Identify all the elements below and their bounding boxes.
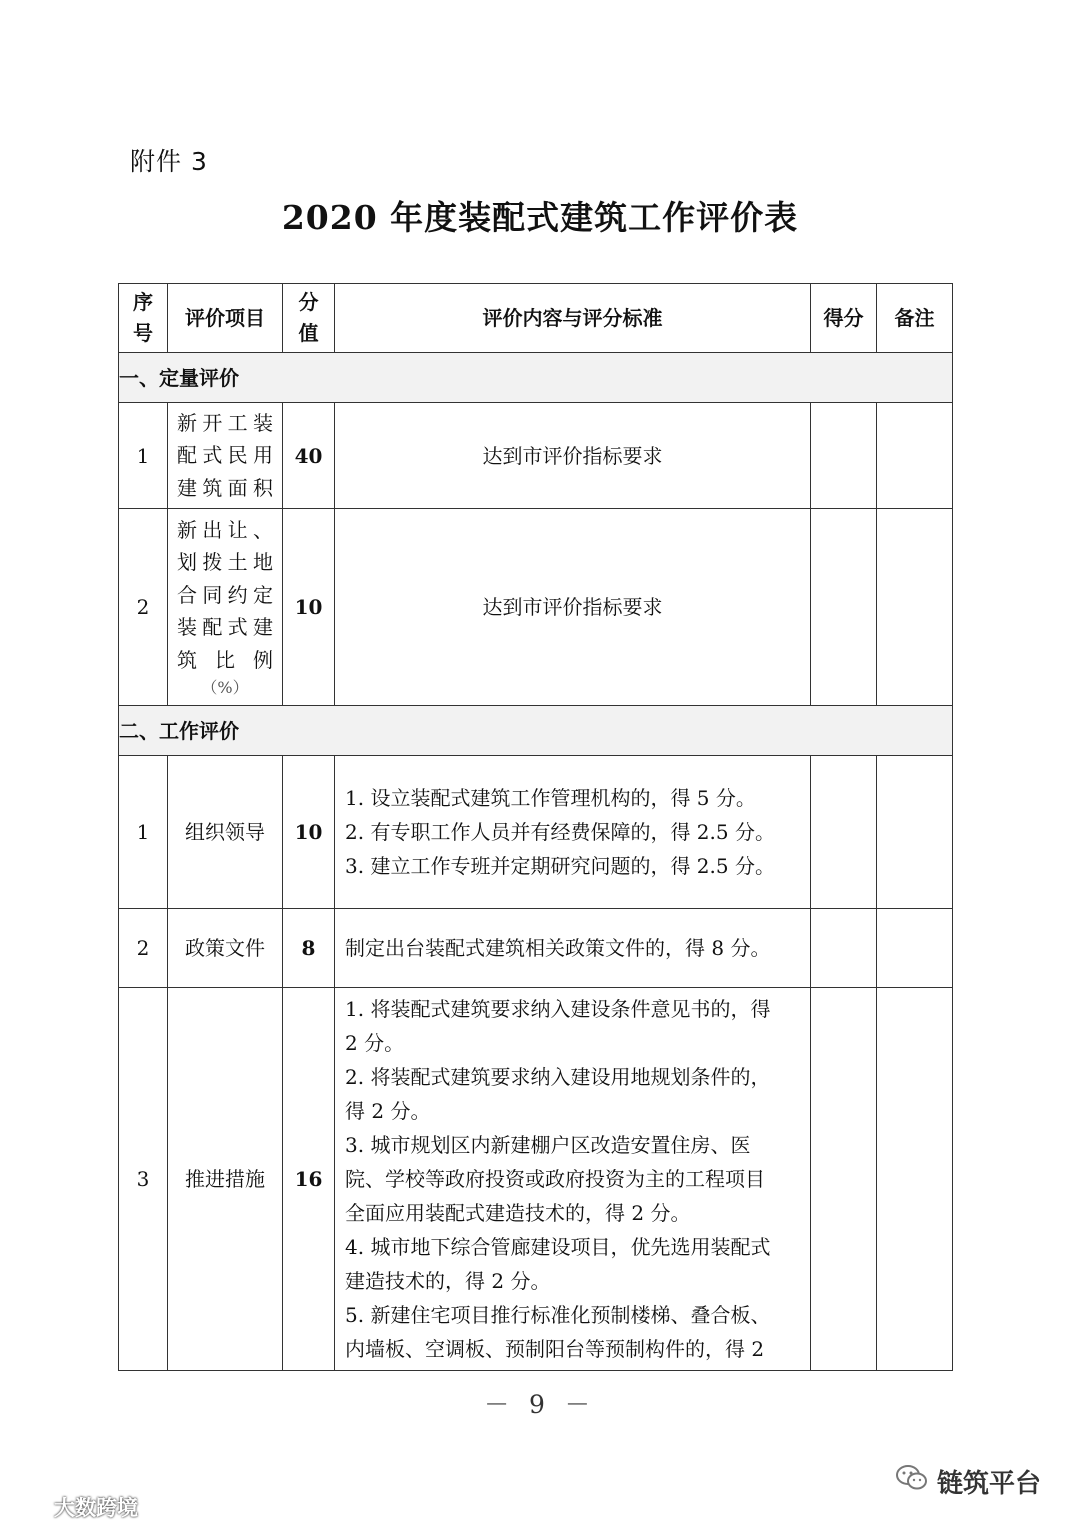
section-row <box>119 706 953 756</box>
table-row <box>119 988 953 1371</box>
row-num: 1 <box>119 756 168 909</box>
row-content: 1. 将装配式建筑要求纳入建设条件意见书的，得 2 分。 2. 将装配式建筑要求纳入建设用地规划条件的， 得 2 分。 3. 城市规划区内新建棚户区改造安置住房、医 院、学校等政府投资或政府投资为主的工程项目 全面应用装配式建造技术的，得 2 分。 4. 城市地下综合管廊建设项目，优先选用装配式 建造技术的，得 2 分。 5. 新建住宅项目推行标准化预制楼梯、叠合板、 内墙板、空调板、预制阳台等预制构件的，得 2 <box>335 988 811 1371</box>
row-num: 1 <box>119 403 168 509</box>
row-content: 1. 设立装配式建筑工作管理机构的，得 5 分。 2. 有专职工作人员并有经费保障的，得 2.5 分。 3. 建立工作专班并定期研究问题的，得 2.5 分。 <box>335 756 811 909</box>
row-num: 2 <box>119 509 168 706</box>
brand-logo-icon <box>6 1494 50 1521</box>
row-score: 10 <box>283 756 335 909</box>
row-remark-cell <box>877 909 953 988</box>
row-remark-cell <box>877 403 953 509</box>
page-number: － 9 － <box>484 1390 596 1419</box>
row-content: 制定出台装配式建筑相关政策文件的，得 8 分。 <box>335 909 811 988</box>
table-row <box>119 756 953 909</box>
row-remark-cell <box>877 988 953 1371</box>
row-score: 10 <box>283 509 335 706</box>
page-title: 2020 年度装配式建筑工作评价表 <box>281 198 799 237</box>
row-got-cell <box>811 909 877 988</box>
wechat-icon <box>895 1464 929 1499</box>
section-title: 一、定量评价 <box>119 353 953 403</box>
watermark-right <box>895 1463 1041 1500</box>
header-got: 得分 <box>811 284 877 353</box>
table-row <box>119 403 953 509</box>
row-remark-cell <box>877 509 953 706</box>
table-row <box>119 909 953 988</box>
row-score: 16 <box>283 988 335 1371</box>
row-item: 组织领导 <box>168 756 283 909</box>
evaluation-table <box>118 283 953 1371</box>
header-score: 分 值 <box>283 284 335 353</box>
row-remark-cell <box>877 756 953 909</box>
row-got-cell <box>811 756 877 909</box>
row-content: 达到市评价指标要求 <box>335 403 811 509</box>
watermark-left <box>6 1492 138 1522</box>
row-item: 推进措施 <box>168 988 283 1371</box>
row-num: 2 <box>119 909 168 988</box>
row-got-cell <box>811 509 877 706</box>
header-item: 评价项目 <box>168 284 283 353</box>
row-item: 新出让、 划拨土地 合同约定 装配式建 筑 比 例 （%） <box>168 509 283 706</box>
row-content: 达到市评价指标要求 <box>335 509 811 706</box>
header-num: 序 号 <box>119 284 168 353</box>
watermark-left-text: 大数跨境 <box>54 1496 138 1520</box>
row-got-cell <box>811 988 877 1371</box>
row-got-cell <box>811 403 877 509</box>
attachment-label: 附件 3 <box>130 147 208 176</box>
header-remark: 备注 <box>877 284 953 353</box>
row-score: 40 <box>283 403 335 509</box>
row-item: 新开工装 配式民用 建筑面积 <box>168 403 283 509</box>
section-title: 二、工作评价 <box>119 706 953 756</box>
row-item: 政策文件 <box>168 909 283 988</box>
row-num: 3 <box>119 988 168 1371</box>
table-row <box>119 509 953 706</box>
watermark-right-text: 链筑平台 <box>937 1469 1042 1499</box>
row-score: 8 <box>283 909 335 988</box>
header-content: 评价内容与评分标准 <box>335 284 811 353</box>
table-header-row <box>119 284 953 353</box>
section-row <box>119 353 953 403</box>
